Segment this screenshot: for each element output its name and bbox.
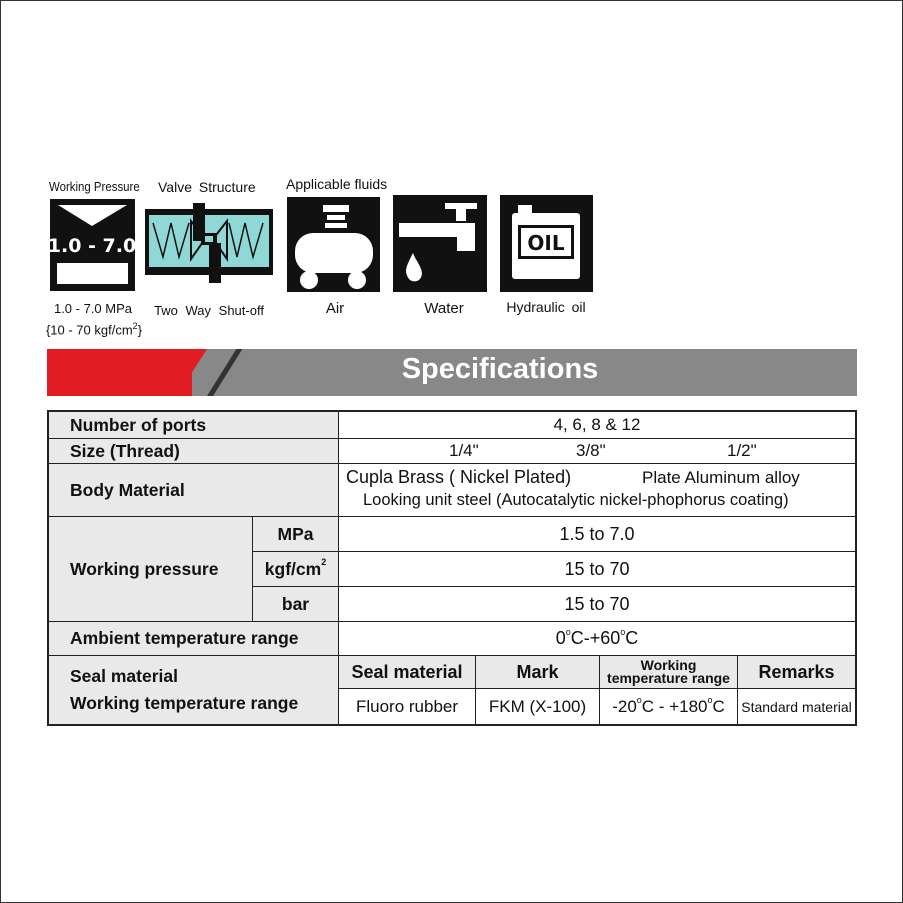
valve-structure-label: Two Way Shut-off [154,303,264,318]
pressure-value-mpa: 1.5 to 7.0 [339,517,855,552]
body-material-brass: Cupla Brass ( Nickel Plated) [346,467,572,487]
seal-temp-b: C - +180 [641,696,708,716]
pressure-unit-bar: bar [253,587,339,622]
banner-title: Specifications [401,353,599,385]
working-pressure-icon-value: 1.0 - 7.0 [50,235,135,257]
applicable-fluids-caption: Applicable fluids [286,176,388,192]
working-pressure-icon [50,199,135,291]
seal-temp-a: -20 [612,696,637,716]
oil-can-icon [500,195,593,292]
seal-row-mark: FKM (X-100) [476,689,600,724]
pressure-unit-kgf-text: kgf/cm [264,558,322,579]
pressure-unit-mpa: MPa [253,517,339,552]
seal-material-label-line1: Seal material [70,666,178,686]
ambient-a: 0 [555,628,566,648]
working-pressure-label: Working pressure [49,517,253,622]
working-pressure-kgf-sup: 2 [132,321,138,331]
air-compressor-icon [287,197,380,292]
size-value-3-8: 3/8" [576,441,606,460]
seal-temp-deg-2: o [707,695,713,705]
seal-header-temp-line1: Working [640,657,697,673]
seal-material-label [49,656,339,724]
valve-structure-caption: Valve Structure [158,179,256,195]
water-faucet-icon [393,195,487,292]
body-material-aluminum: Plate Aluminum alloy [642,468,800,487]
body-material-steel: Looking unit steel (Autocatalytic nickel-phophorus coating) [363,491,789,509]
ambient-c: C [625,628,639,648]
valve-structure-icon [145,199,273,291]
working-pressure-kgf-end: } [137,322,143,338]
ambient-deg-2: o [620,627,626,637]
size-value-1-4: 1/4" [449,441,479,460]
size-value-1-2: 1/2" [727,441,757,460]
specifications-banner [47,349,857,396]
seal-row-seal: Fluoro rubber [339,689,476,724]
pressure-value-bar: 15 to 70 [339,587,855,622]
seal-header-mark: Mark [476,656,600,689]
ambient-b: C-+60 [570,628,621,648]
seal-row-remarks: Standard material [738,689,855,724]
seal-temp-deg-1: o [636,695,642,705]
ambient-deg-1: o [565,627,571,637]
ambient-temperature-label: Ambient temperature range [49,622,339,656]
working-pressure-caption: Working Pressure [49,179,140,194]
specifications-table [47,410,857,726]
hydraulic-oil-label: Hydraulic oil [506,299,586,315]
ports-label: Number of ports [49,412,339,439]
oil-can-icon-text: OIL [527,231,565,255]
working-pressure-kgf [44,321,144,337]
seal-header-temp-line2: temperature range [607,670,730,686]
seal-material-label-line2: Working temperature range [70,693,299,713]
body-material-value [339,464,855,517]
ambient-temperature-value [339,622,855,656]
working-pressure-kgf-text: {10 - 70 kgf/cm [45,322,133,338]
seal-row-temp [600,689,738,724]
body-material-label: Body Material [49,464,339,517]
seal-header-seal: Seal material [339,656,476,689]
working-pressure-mpa: 1.0 - 7.0 MPa [53,301,133,316]
air-label: Air [325,300,345,317]
pressure-unit-kgf [253,552,339,587]
seal-header-remarks: Remarks [738,656,855,689]
pressure-unit-kgf-sup: 2 [321,557,327,567]
seal-temp-c: C [712,696,725,716]
pressure-value-kgf: 15 to 70 [339,552,855,587]
size-label: Size (Thread) [49,439,339,464]
water-label: Water [424,300,464,317]
size-values [339,439,855,464]
seal-header-temp [600,656,738,689]
ports-value: 4, 6, 8 & 12 [339,412,855,439]
